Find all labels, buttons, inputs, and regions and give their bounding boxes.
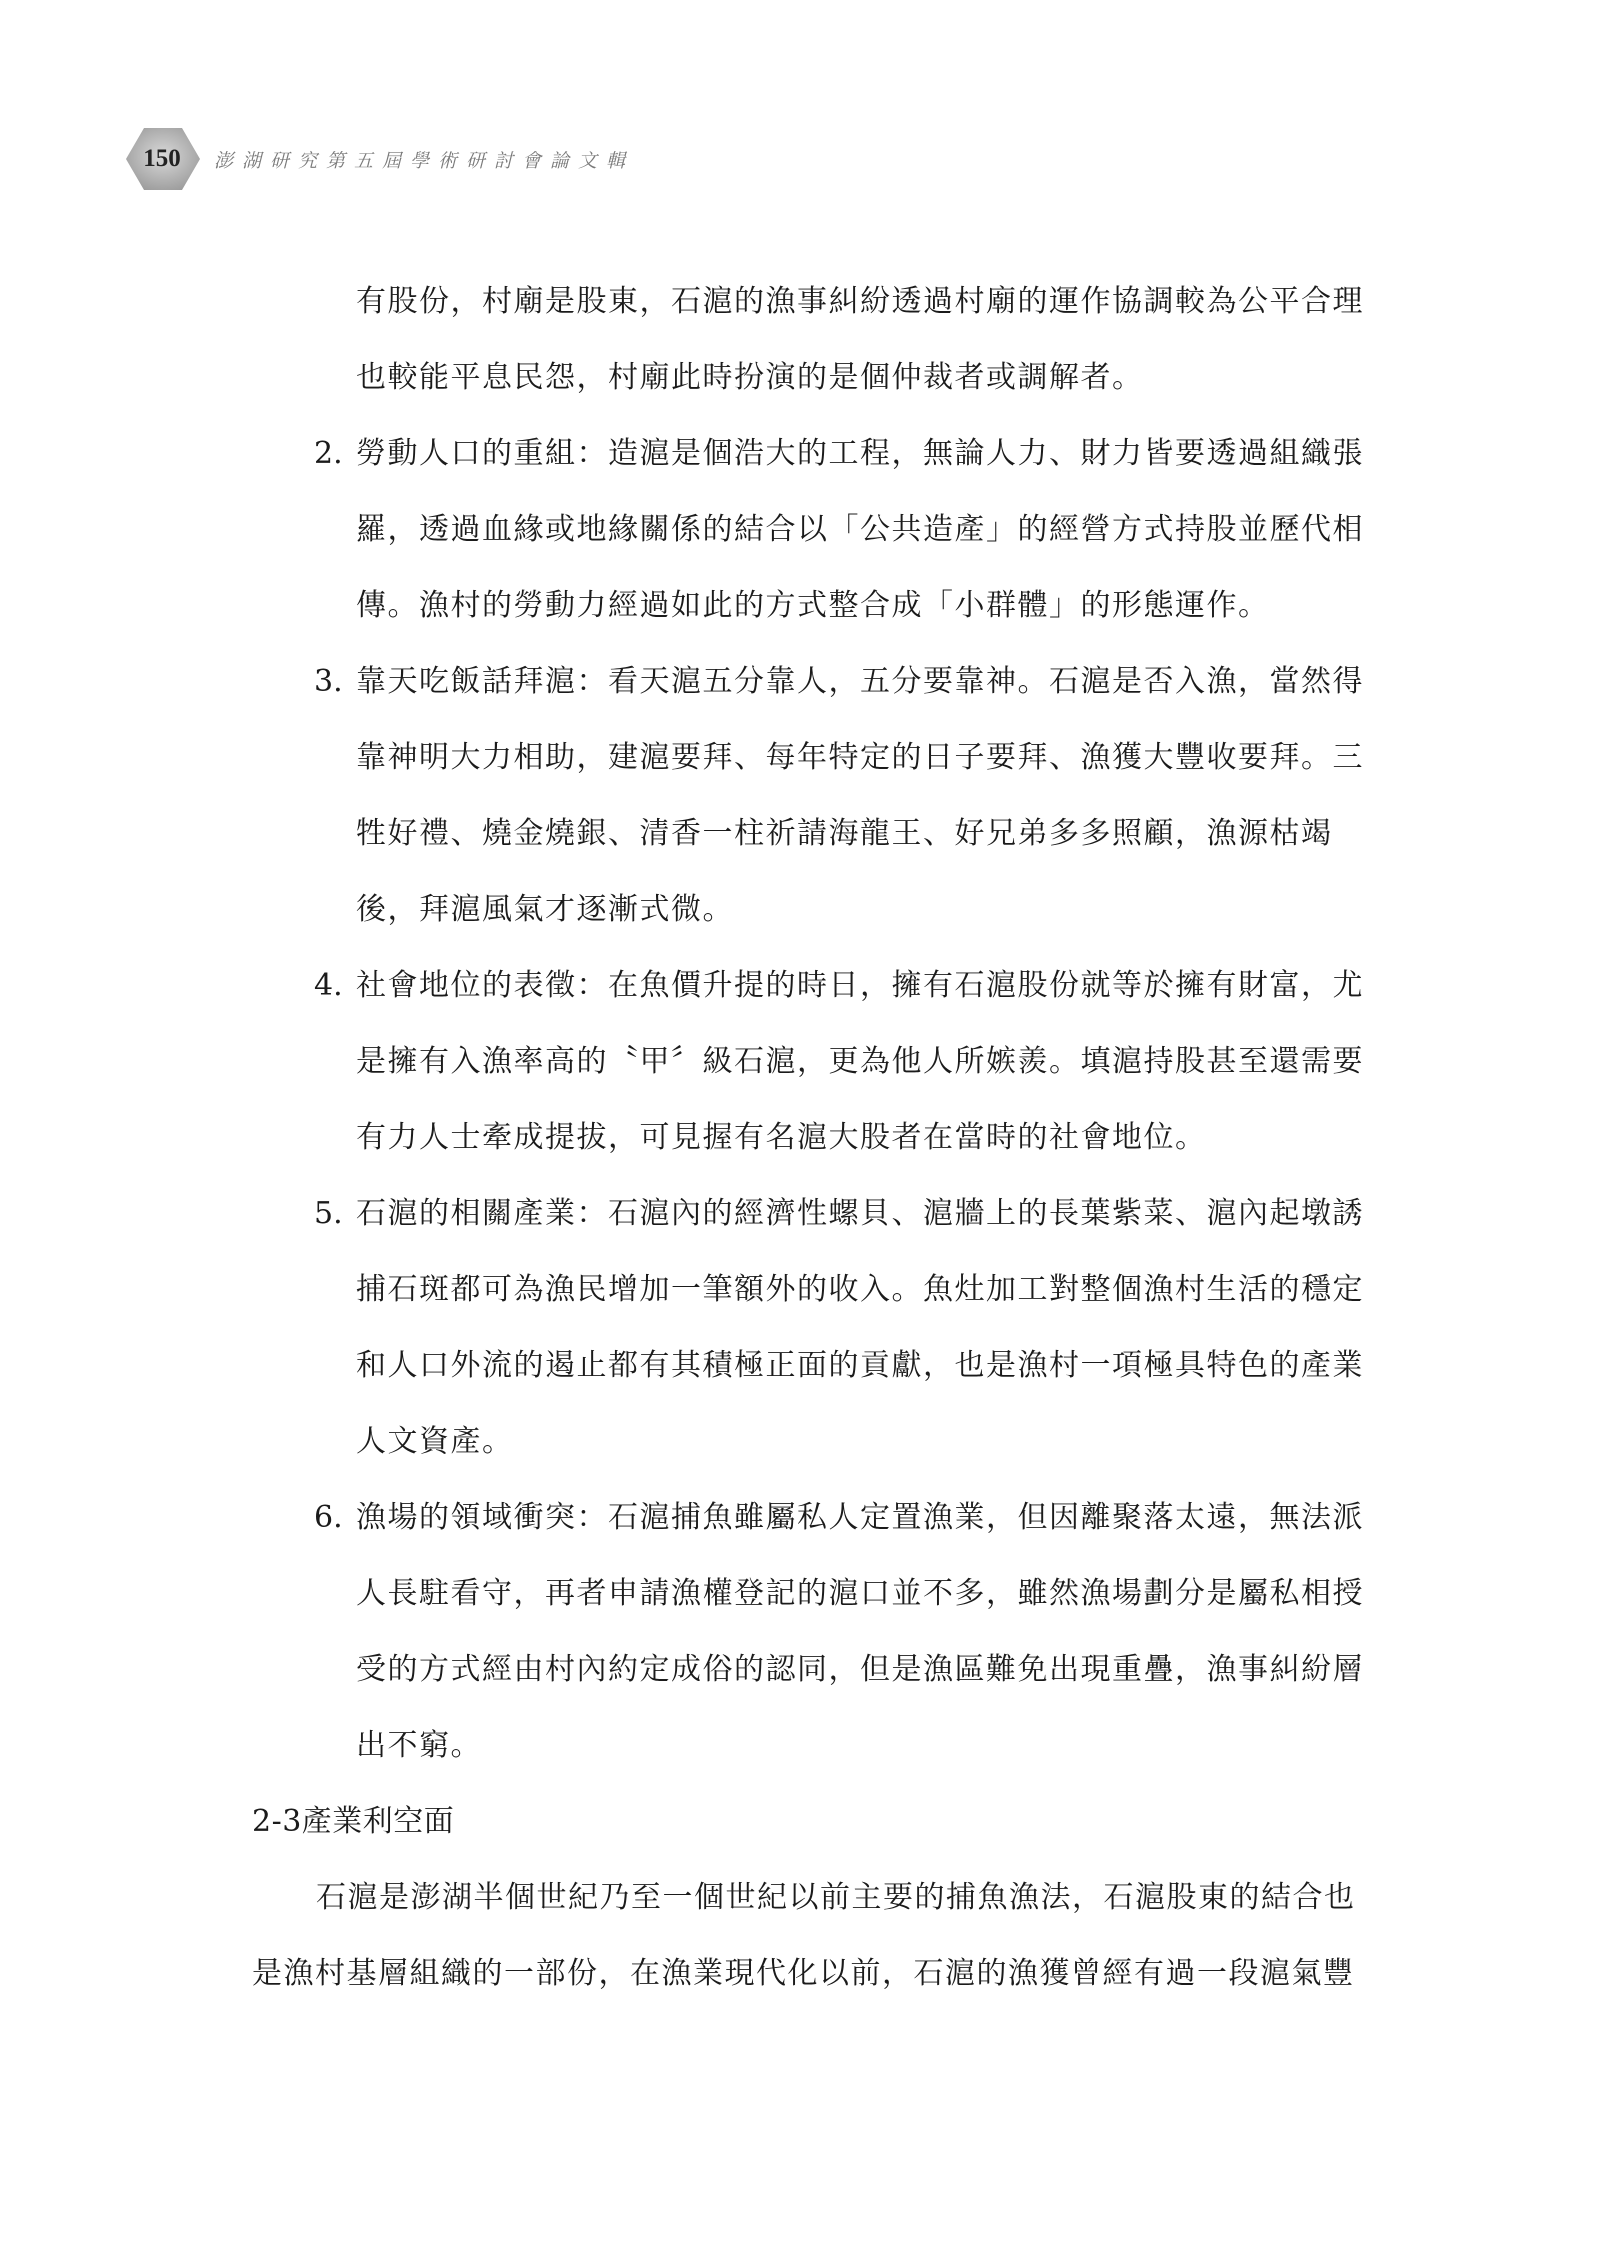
list-item-line: 勞動人口的重組：造滬是個浩大的工程，無論人力、財力皆要透過組織張 (356, 436, 1364, 471)
body-line: 石滬是澎湖半個世紀乃至一個世紀以前主要的捕魚漁法，石滬股東的結合也 (316, 1880, 1356, 1915)
list-marker: 3. (314, 664, 343, 699)
body-line: 有股份，村廟是股東，石滬的漁事糾紛透過村廟的運作協調較為公平合理 (356, 284, 1364, 319)
list-item-line: 捕石斑都可為漁民增加一筆額外的收入。魚灶加工對整個漁村生活的穩定 (356, 1272, 1364, 1307)
list-item-line: 靠神明大力相助，建滬要拜、每年特定的日子要拜、漁獲大豐收要拜。三 (356, 740, 1364, 775)
list-item-line: 後，拜滬風氣才逐漸式微。 (356, 892, 734, 927)
section-heading: 2-3產業利空面 (252, 1804, 455, 1839)
list-item-line: 漁場的領域衝突：石滬捕魚雖屬私人定置漁業，但因離聚落太遠，無法派 (356, 1500, 1364, 1535)
list-item-line: 是擁有入漁率高的〝甲〞級石滬，更為他人所嫉羨。填滬持股甚至還需要 (356, 1044, 1364, 1079)
page-number: 150 (143, 145, 181, 172)
list-item-line: 人長駐看守，再者申請漁權登記的滬口並不多，雖然漁場劃分是屬私相授 (356, 1576, 1364, 1611)
list-marker: 6. (314, 1500, 343, 1535)
list-item-line: 羅，透過血緣或地緣關係的結合以「公共造產」的經營方式持股並歷代相 (356, 512, 1364, 547)
list-marker: 4. (314, 968, 343, 1003)
list-item-line: 出不窮。 (356, 1728, 482, 1763)
list-item-line: 受的方式經由村內約定成俗的認同，但是漁區難免出現重疊，漁事糾紛層 (356, 1652, 1364, 1687)
list-item-line: 和人口外流的遏止都有其積極正面的貢獻，也是漁村一項極具特色的產業 (356, 1348, 1364, 1383)
list-item-line: 靠天吃飯話拜滬：看天滬五分靠人，五分要靠神。石滬是否入漁，當然得 (356, 664, 1364, 699)
list-marker: 2. (314, 436, 343, 471)
list-item-line: 牲好禮、燒金燒銀、清香一柱祈請海龍王、好兄弟多多照顧，漁源枯竭 (356, 816, 1333, 851)
list-item-line: 有力人士牽成提拔，可見握有名滬大股者在當時的社會地位。 (356, 1120, 1207, 1155)
body-line: 是漁村基層組織的一部份，在漁業現代化以前，石滬的漁獲曾經有過一段滬氣豐 (252, 1956, 1355, 1991)
list-marker: 5. (314, 1196, 343, 1231)
list-item-line: 石滬的相關產業：石滬內的經濟性螺貝、滬牆上的長葉紫菜、滬內起墩誘 (356, 1196, 1364, 1231)
list-item-line: 傳。漁村的勞動力經過如此的方式整合成「小群體」的形態運作。 (356, 588, 1270, 623)
body-line: 也較能平息民怨，村廟此時扮演的是個仲裁者或調解者。 (356, 360, 1144, 395)
page-number-badge (122, 124, 202, 194)
running-title: 澎湖研究第五屆學術研討會論文輯 (214, 149, 635, 172)
list-item-line: 人文資產。 (356, 1424, 514, 1459)
list-item-line: 社會地位的表徵：在魚價升提的時日，擁有石滬股份就等於擁有財富，尤 (356, 968, 1364, 1003)
page-header (122, 124, 634, 194)
